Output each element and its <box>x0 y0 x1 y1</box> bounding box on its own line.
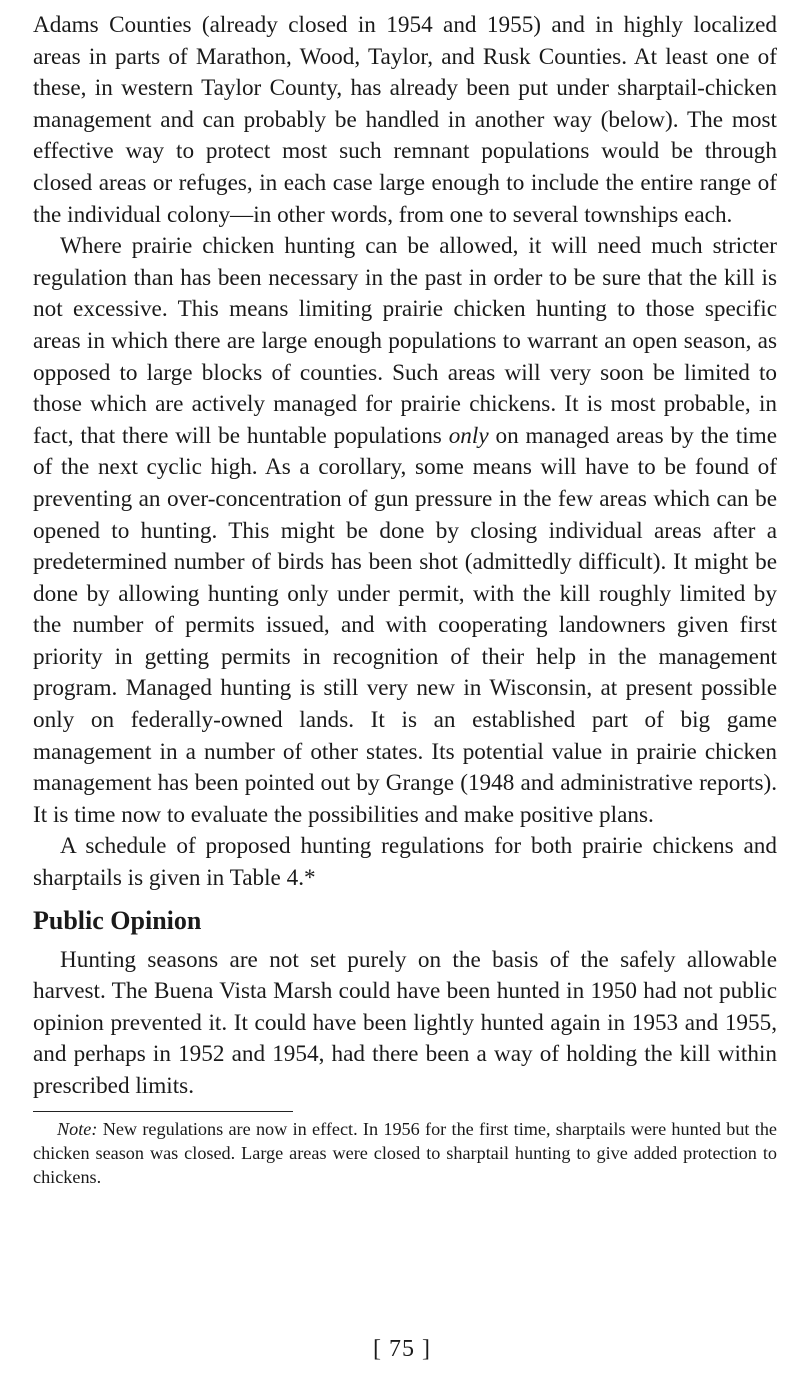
footnote-label: Note: <box>57 1118 98 1139</box>
paragraph-table-reference: A schedule of proposed hunting regulations for both prairie chickens and sharptails is given in Table 4.* <box>33 833 777 892</box>
page-number: [ 75 ] <box>373 1336 431 1362</box>
section-heading: Public Opinion <box>33 905 202 935</box>
paragraph-text: on managed areas by the time of the next cyclic high. As a corollary, some means will have to be found of preventing an over-concentration of gun pressure in the few areas which can be opened to hunting. This might be done by closing individual areas after a predetermined number of birds has been shot (admittedly difficult). It might be done by allowing hunting only under permit, with the kill roughly limited by the number of permits issued, and with cooperating landowners given first priority in getting permits in recognition of their help in the management program. Managed hunting is still very new in Wisconsin, at present possible only on federally-owned lands. It is an established part of big game management in a number of other states. Its potential value in prairie chicken management has been pointed out by Grange (1948 and administrative reports). It is time now to evaluate the possibilities and make positive plans. <box>33 422 777 828</box>
paragraph-public-opinion: Hunting seasons are not set purely on the basis of the safely allowable harvest. The Buena Vista Marsh could have been hunted in 1950 had not public opinion prevented it. It could have been lightly hunted again in 1953 and 1955, and perhaps in 1952 and 1954, had there been a way of holding the kill within prescribed limits. <box>33 946 777 1099</box>
footnote-divider <box>33 1111 293 1112</box>
emphasis-only: only <box>448 422 489 449</box>
footnote <box>33 1117 777 1189</box>
paragraph-text: Where prairie chicken hunting can be allowed, it will need much stricter regulation than has been necessary in the past in order to be sure that the kill is not excessive. This means limiting prairie chicken hunting to those specific areas in which there are large enough populations to warrant an open season, as opposed to large blocks of counties. Such areas will very soon be limited to those which are actively managed for prairie chickens. It is most probable, in fact, that there will be huntable populations <box>33 233 777 449</box>
paragraph-hunting-regulation <box>33 231 777 831</box>
paragraph-continued: Adams Counties (already closed in 1954 and 1955) and in highly localized areas in parts of Marathon, Wood, Taylor, and Rusk Counties. At least one of these, in western Taylor County, has already been put under sharptail-chicken management and can probably be handled in another way (below). The most effective way to protect most such remnant populations would be through closed areas or refuges, in each case large enough to include the entire range of the individual colony—in other words, from one to several townships each. <box>33 12 777 228</box>
document-page <box>33 10 777 1189</box>
footnote-text: New regulations are now in effect. In 1956 for the first time, sharptails were hunted but the chicken season was closed. Large areas were closed to sharptail hunting to give added protection to chickens. <box>33 1118 777 1187</box>
